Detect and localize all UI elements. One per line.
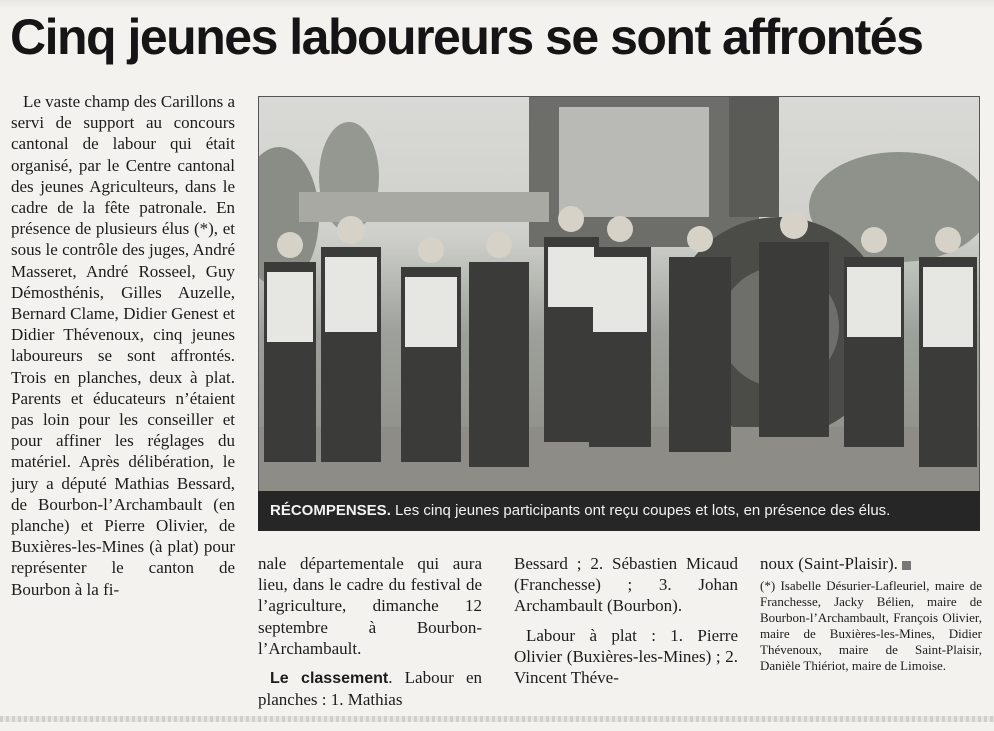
end-of-article-icon bbox=[902, 561, 911, 570]
article-column-1 bbox=[11, 91, 235, 600]
column-3-paragraph-2: Labour à plat : 1. Pierre Olivier (Buxières-les-Mines) ; 2. Vincent Théve- bbox=[514, 625, 738, 688]
ranking-text: . Labour en planches : 1. Mathias bbox=[258, 668, 483, 710]
caption-lead: RÉCOMPENSES. bbox=[270, 502, 391, 519]
footnote-elus: (*) Isabelle Désurier-Lafleuriel, maire de Franchesse, Jacky Bélien, maire de Bourbon-l’Archambault, François Olivier, maire de Buxières-les-Mines, Didier Thévenoux, maire de Saint-Plaisir, Danièle Thiériot, maire de Limoise. bbox=[760, 578, 982, 674]
article-column-2 bbox=[258, 553, 482, 710]
photo-caption bbox=[258, 491, 980, 531]
article-column-3 bbox=[514, 553, 738, 688]
article-column-4 bbox=[760, 553, 982, 674]
column-1-text: Le vaste champ des Carillons a servi de support au concours cantonal de labour qui était organisé, par le Centre cantonal des jeunes Agriculteurs, dans le cadre de la fête patronale. En présence de plusieurs élus (*), et sous le contrôle des juges, André Masseret, André Rosseel, Guy Démosthénis, Gilles Auzelle, Bernard Clame, Didier Genest et Didier Thévenoux, cinq jeunes laboureurs se sont affrontés. Trois en planches, deux à plat. Parents et éducateurs n’étaient pas loin pour les conseiller et pour affiner les réglages du matériel. Après délibération, le jury a député Mathias Bessard, de Bourbon-l’Archambault (en planche) et Pierre Olivier, de Buxières-les-Mines (à plat) pour représenter le canton de Bourbon à la fi- bbox=[11, 92, 235, 599]
article-headline: Cinq jeunes laboureurs se sont affrontés bbox=[10, 9, 923, 65]
article-photo bbox=[258, 96, 980, 493]
ranking-lead: Le classement bbox=[270, 670, 389, 688]
column-2-text: nale départementale qui aura lieu, dans le cadre du festival de l’agriculture, dimanche 12 septembre à Bourbon-l’Archambault. bbox=[258, 554, 482, 658]
bottom-rule bbox=[0, 716, 994, 722]
column-4-text: noux (Saint-Plaisir). bbox=[760, 554, 898, 573]
column-3-text: Bessard ; 2. Sébastien Micaud (Franchesse) ; 3. Johan Archambault (Bourbon). bbox=[514, 554, 738, 616]
photo-illustration bbox=[259, 97, 979, 492]
caption-text: Les cinq jeunes participants ont reçu coupes et lots, en présence des élus. bbox=[390, 502, 891, 519]
